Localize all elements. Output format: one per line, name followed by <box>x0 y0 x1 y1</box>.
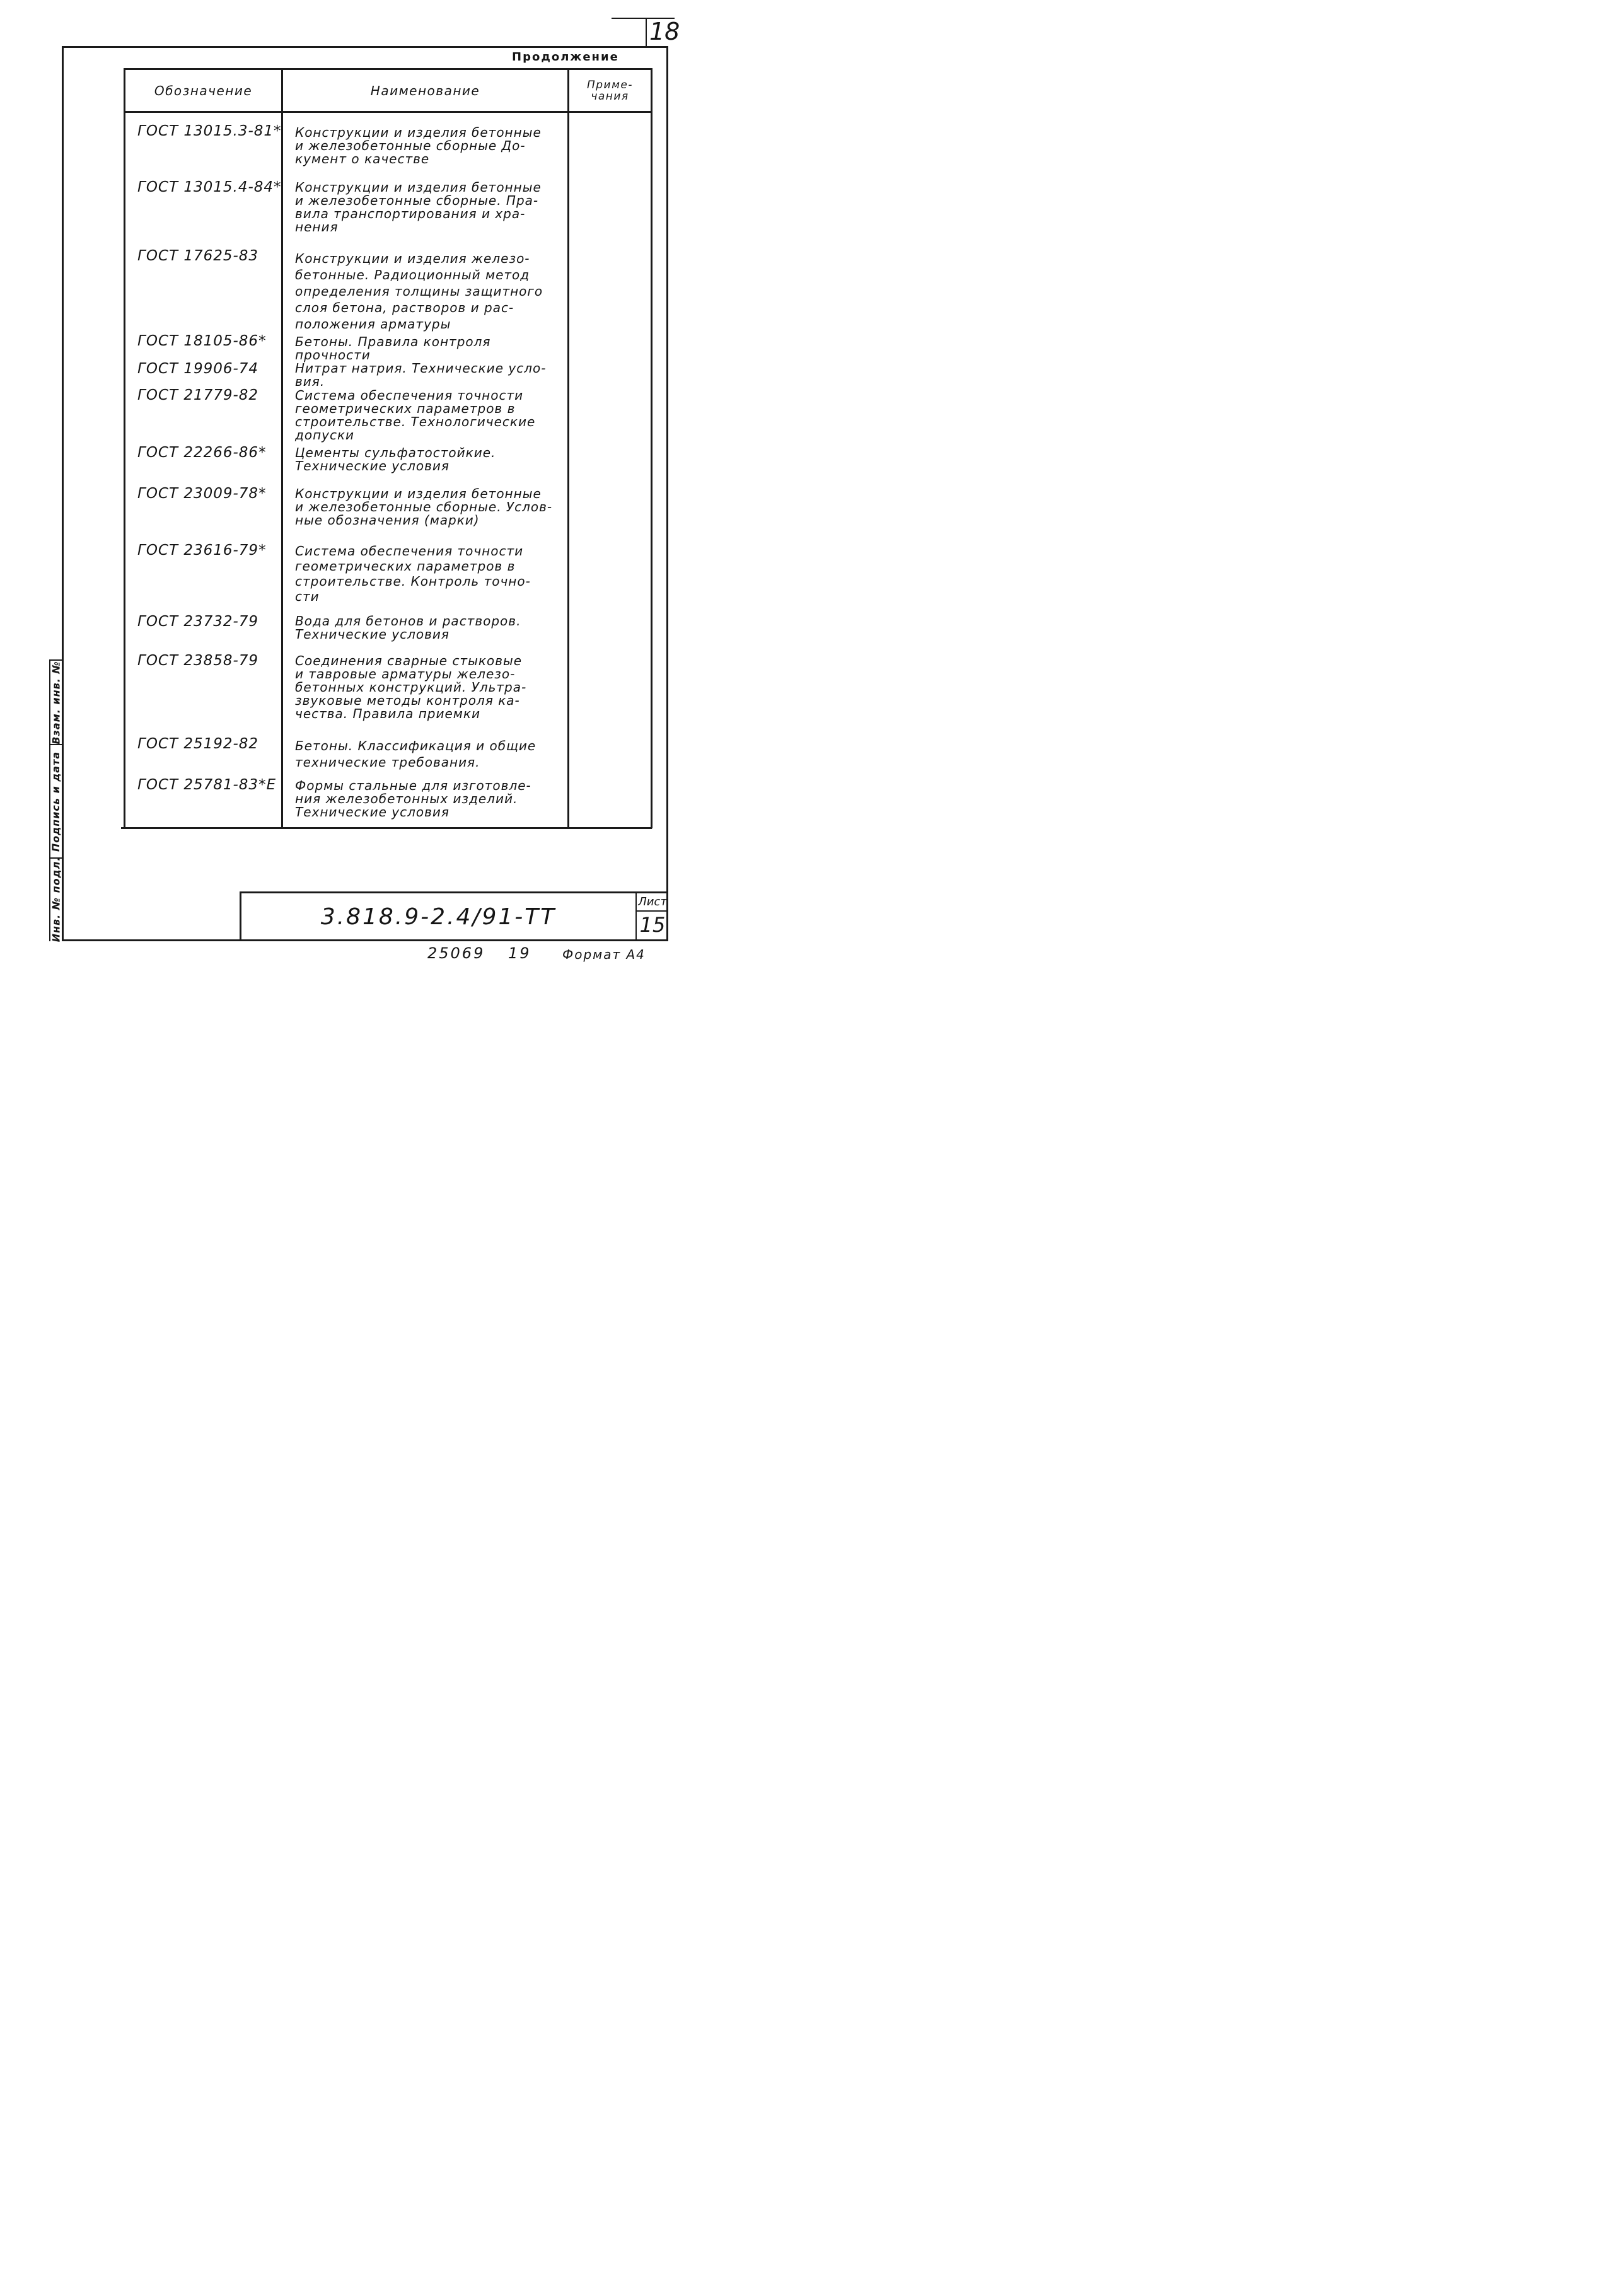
row-name <box>295 543 567 604</box>
header-designation: Обозначение <box>154 83 253 98</box>
row-name-line: технические требования. <box>295 755 480 770</box>
row-name-line: Соединения сварные стыковые <box>295 653 523 668</box>
row-name-line: вила транспортирования и хра- <box>295 206 526 221</box>
row-name <box>295 126 567 166</box>
row-name <box>295 738 567 770</box>
title-block-sheet-rule <box>635 910 668 912</box>
row-name-line: Нитрат натрия. Технические усло- <box>295 361 547 376</box>
row-name-line: Система обеспечения точности <box>295 388 524 403</box>
row-name <box>295 615 567 641</box>
row-name-line: и железобетонные сборные. Услов- <box>295 499 553 514</box>
row-name-line: прочности <box>295 347 371 363</box>
paper-format: Формат А4 <box>562 947 646 962</box>
header-notes-line-2: чания <box>591 90 629 103</box>
row-code: ГОСТ 23732-79 <box>137 613 259 630</box>
row-code: ГОСТ 13015.4-84* <box>137 179 282 195</box>
archive-number: 25069 <box>427 944 485 962</box>
page-number-top: 18 <box>649 18 680 45</box>
row-name-line: и железобетонные сборные. Пра- <box>295 193 539 208</box>
row-code: ГОСТ 25192-82 <box>137 736 259 752</box>
row-name-line: чества. Правила приемки <box>295 706 480 721</box>
table-right <box>651 68 652 828</box>
row-code: ГОСТ 18105-86* <box>137 333 267 349</box>
row-code: ГОСТ 23616-79* <box>137 542 267 559</box>
row-name-line: сти <box>295 589 320 604</box>
document-code: 3.818.9-2.4/91-ТТ <box>320 903 557 930</box>
row-code: ГОСТ 23009-78* <box>137 485 267 502</box>
row-name-line: кумент о качестве <box>295 151 430 166</box>
row-code: ГОСТ 13015.3-81* <box>137 123 282 139</box>
frame-right <box>666 46 668 941</box>
row-name <box>295 487 567 527</box>
stamp-inv-original-text: Инв. № подл. <box>50 856 62 942</box>
row-name <box>295 362 567 388</box>
row-name-line: бетонные. Радиоционный метод <box>295 267 530 282</box>
row-name-line: Бетоны. Правила контроля <box>295 334 491 349</box>
row-code: ГОСТ 17625-83 <box>137 248 259 264</box>
row-name <box>295 779 567 819</box>
row-name-line: ные обозначения (марки) <box>295 513 480 528</box>
row-name <box>295 250 567 332</box>
row-name-line: допуски <box>295 427 355 443</box>
row-name-line: строительстве. Контроль точно- <box>295 574 531 589</box>
row-name-line: геометрических параметров в <box>295 401 516 416</box>
frame-left <box>62 46 64 941</box>
row-name-line: Конструкции и изделия бетонные <box>295 180 542 195</box>
row-code: ГОСТ 25781-83*Е <box>137 777 277 793</box>
footer-page: 19 <box>508 944 531 962</box>
table-col-divider-2 <box>567 68 569 828</box>
row-name-line: Технические условия <box>295 627 450 642</box>
row-name-line: слоя бетона, растворов и рас- <box>295 300 514 315</box>
continuation-label: Продолжение <box>512 50 619 64</box>
row-name-line: Конструкции и изделия бетонные <box>295 125 542 140</box>
row-name-line: строительстве. Технологические <box>295 414 536 429</box>
sheet-number: 15 <box>639 913 666 937</box>
row-code: ГОСТ 21779-82 <box>137 387 259 403</box>
row-name-line: Бетоны. Классификация и общие <box>295 738 536 753</box>
row-name-line: Вода для бетонов и растворов. <box>295 613 521 629</box>
table-left <box>124 68 125 828</box>
row-name-line: и тавровые арматуры железо- <box>295 666 516 682</box>
table-bottom <box>121 827 652 829</box>
row-name <box>295 181 567 234</box>
stamp-inv-original <box>50 856 62 942</box>
row-name-line: Система обеспечения точности <box>295 543 524 559</box>
row-name-line: ния железобетонных изделий. <box>295 791 518 806</box>
row-name <box>295 335 567 362</box>
sheet-label: Лист <box>638 895 667 908</box>
row-name-line: вия. <box>295 374 325 389</box>
row-name-line: нения <box>295 219 339 235</box>
frame-top <box>62 46 668 48</box>
row-code: ГОСТ 23858-79 <box>137 653 259 669</box>
row-name-line: Конструкции и изделия железо- <box>295 251 530 266</box>
stamp-signature-date <box>50 745 62 857</box>
frame-bottom <box>62 939 668 941</box>
row-name-line: положения арматуры <box>295 316 451 332</box>
row-name <box>295 446 567 473</box>
header-notes-line-1: Приме- <box>586 79 634 91</box>
row-name-line: Технические условия <box>295 458 450 473</box>
row-name-line: и железобетонные сборные До- <box>295 138 526 153</box>
row-name <box>295 654 567 721</box>
row-name-line: бетонных конструкций. Ультра- <box>295 680 527 695</box>
stamp-replacement-inv <box>50 661 62 744</box>
row-name <box>295 389 567 442</box>
header-notes <box>569 69 651 112</box>
header-name: Наименование <box>370 83 480 98</box>
row-name-line: Технические условия <box>295 804 450 820</box>
row-name-line: геометрических параметров в <box>295 559 516 574</box>
row-name-line: определения толщины защитного <box>295 284 543 299</box>
corner-left-rule <box>646 18 647 46</box>
row-name-line: Конструкции и изделия бетонные <box>295 486 542 501</box>
stamp-signature-date-text: Подпись и дата <box>50 751 62 852</box>
row-name-line: Цементы сульфатостойкие. <box>295 445 496 460</box>
row-name-line: звуковые методы контроля ка- <box>295 693 520 708</box>
stamp-replacement-inv-text: Взам. инв. № <box>50 660 62 745</box>
row-code: ГОСТ 22266-86* <box>137 444 267 461</box>
row-name-line: Формы стальные для изготовле- <box>295 778 531 793</box>
row-code: ГОСТ 19906-74 <box>137 361 259 377</box>
title-block-top <box>240 891 668 893</box>
